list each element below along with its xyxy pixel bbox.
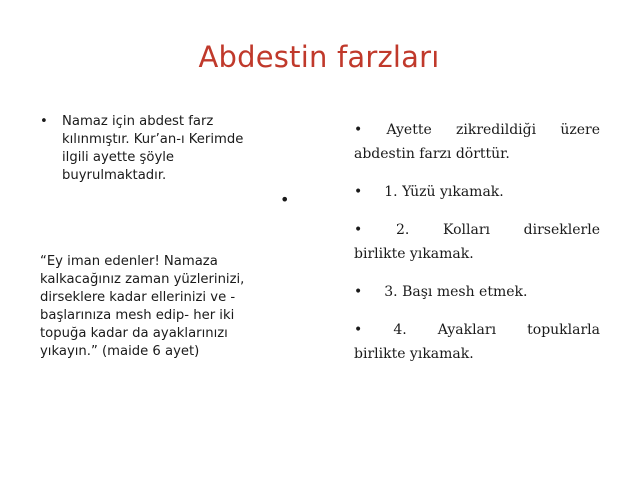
bullet-icon: • — [354, 222, 363, 238]
empty-bullet-icon: • — [280, 190, 290, 209]
bullet-icon: • — [40, 114, 48, 129]
quote-line: başlarınıza mesh edip- her iki — [40, 308, 235, 323]
right-line: abdestin farzı dörttür. — [354, 146, 510, 162]
word: topuklarla — [527, 322, 600, 338]
right-list-item — [354, 118, 600, 166]
quote-line: yıkayın.” (maide 6 ayet) — [40, 344, 200, 359]
quote-line: dirseklere kadar ellerinizi ve - — [40, 290, 236, 305]
word: 4. — [393, 322, 407, 338]
word: üzere — [560, 122, 600, 138]
bullet-icon: • — [354, 184, 363, 200]
bullet-icon: • — [354, 284, 363, 300]
word: zikredildiği — [455, 122, 537, 138]
word: 2. — [395, 222, 410, 238]
left-line: Namaz için abdest farz — [62, 114, 214, 129]
right-bullet-list — [354, 118, 600, 380]
slide-title: Abdestin farzları — [198, 40, 440, 74]
left-bullet-text — [62, 113, 290, 185]
right-line: birlikte yıkamak. — [354, 246, 474, 262]
bullet-icon: • — [354, 322, 363, 338]
left-bullet-block — [40, 113, 290, 185]
left-bullet-item — [40, 113, 290, 185]
right-line — [354, 280, 600, 304]
word: dirseklerle — [523, 222, 600, 238]
left-line: ilgili ayette şöyle — [62, 150, 175, 165]
right-line: birlikte yıkamak. — [354, 346, 474, 362]
item-text: 1. Yüzü yıkamak. — [384, 184, 504, 200]
left-line: buyrulmaktadır. — [62, 168, 167, 183]
right-list-item — [354, 318, 600, 366]
right-line — [354, 180, 600, 204]
right-list-item — [354, 180, 600, 204]
item-text: 3. Başı mesh etmek. — [384, 284, 528, 300]
right-line-justified — [354, 118, 600, 142]
right-line-justified — [354, 218, 600, 242]
right-list-item — [354, 280, 600, 304]
right-line-justified — [354, 318, 600, 342]
quote-line: topuğa kadar da ayaklarınızı — [40, 326, 228, 341]
word: Ayette — [386, 122, 432, 138]
verse-quote — [40, 253, 285, 361]
word: Ayakları — [437, 322, 497, 338]
quote-line: “Ey iman edenler! Namaza — [40, 254, 218, 269]
right-list-item — [354, 218, 600, 266]
word: Kolları — [443, 222, 490, 238]
quote-line: kalkacağınız zaman yüzlerinizi, — [40, 272, 245, 287]
left-line: kılınmıştır. Kur’an-ı Kerimde — [62, 132, 244, 147]
bullet-icon: • — [354, 122, 363, 138]
